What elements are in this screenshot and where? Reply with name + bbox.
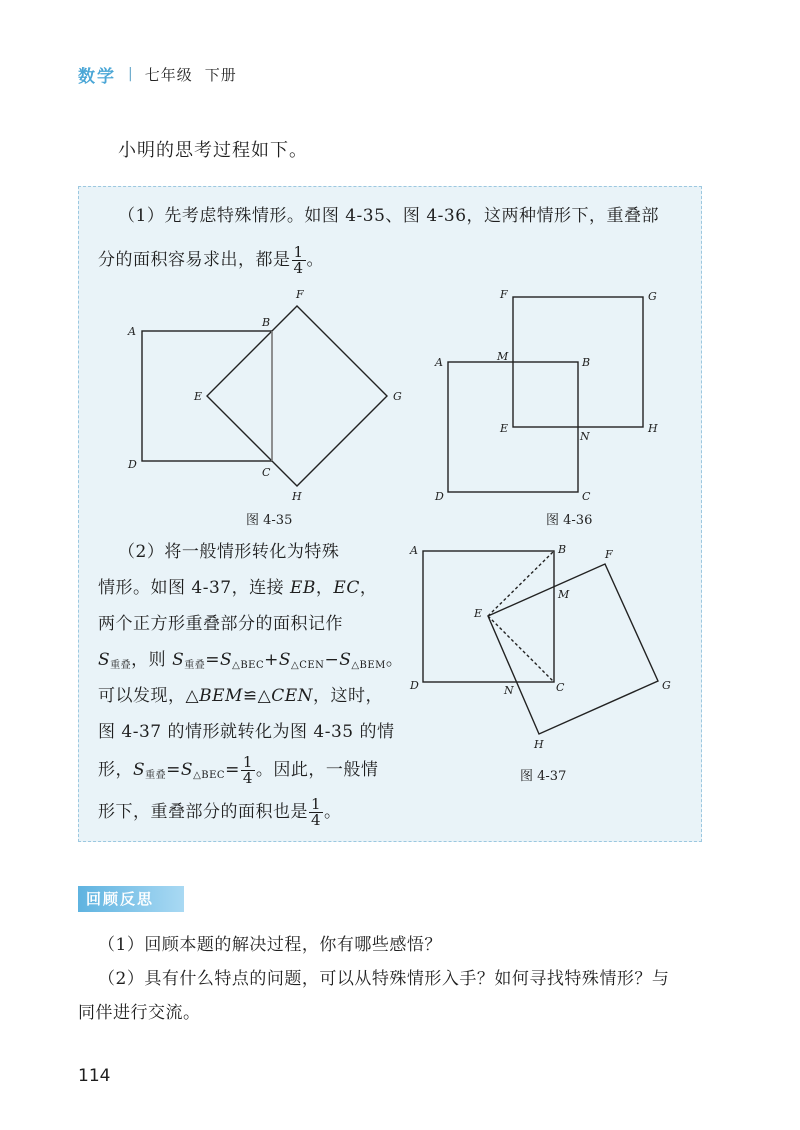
fig36-label-n: N (580, 430, 590, 443)
symbol-s: S (133, 760, 146, 780)
triangle-cen: △CEN (257, 686, 314, 706)
fig37-label-d: D (410, 679, 419, 692)
segment-eb-label: EB (290, 578, 316, 598)
fraction-one-quarter (241, 755, 255, 786)
fig36-label-d: D (435, 490, 444, 503)
fig37-segment-eb (488, 551, 554, 616)
symbol-s: S (339, 650, 352, 670)
step2-line7 (98, 752, 378, 794)
equals-sign: = (166, 760, 181, 780)
fig37-square-efgh (488, 564, 658, 734)
fig36-label-a: A (435, 356, 443, 369)
frac-denominator: 4 (311, 811, 322, 829)
fig37-label-n: N (504, 684, 514, 697)
symbol-s: S (172, 650, 185, 670)
step2-comma: ， (315, 578, 334, 598)
sub-overlap: 重叠 (184, 660, 206, 671)
symbol-s: S (278, 650, 292, 670)
equals-sign: = (205, 650, 220, 670)
step2-line4-mid: ，则 (131, 650, 173, 670)
fig36-label-b: B (582, 356, 591, 369)
sub-overlap: 重叠 (110, 660, 132, 671)
step2-line8-a: 形下，重叠部分的面积也是 (98, 802, 308, 822)
sub-overlap: 重叠 (145, 770, 167, 781)
reflect-question-1: （1）回顾本题的解决过程，你有哪些感悟？ (98, 935, 442, 955)
step1-line2-prefix: 分的面积容易求出，都是 (98, 250, 291, 270)
sub-cen: △CEN (291, 660, 325, 671)
fig37-caption: 图 4-37 (520, 769, 567, 784)
sub-bem: △BEM (351, 660, 386, 671)
fig37-label-m: M (558, 588, 570, 601)
reflect-badge: 回顾反思 (78, 886, 184, 912)
symbol-s: S (98, 650, 111, 670)
symbol-s: S (180, 760, 194, 780)
fig35-label-a: A (128, 325, 136, 338)
fig35-label-e: E (194, 390, 203, 403)
header-subject: 数学 (78, 66, 116, 87)
fig37-label-h: H (534, 738, 544, 751)
equals-sign: = (225, 760, 240, 780)
period: 。 (385, 650, 404, 670)
fig35-caption: 图 4-35 (246, 513, 293, 528)
fig35-square-efgh (207, 306, 387, 486)
fig36-label-g: G (648, 290, 657, 303)
sub-bec: △BEC (193, 770, 226, 781)
fig36-label-c: C (582, 490, 591, 503)
step2-line2-b: ， (359, 578, 378, 598)
fig37-label-f: F (605, 548, 613, 561)
fig35-label-b: B (262, 316, 271, 329)
step2-line7-b: 。因此，一般情 (255, 760, 379, 780)
step2-line6: 图 4-37 的情形就转化为图 4-35 的情 (98, 722, 395, 742)
triangle-bem: △BEM (185, 686, 243, 706)
step2-line1: （2）将一般情形转化为特殊 (118, 542, 340, 562)
fig35-label-f: F (296, 288, 304, 301)
fraction-one-quarter (309, 797, 323, 828)
minus-sign: − (324, 650, 340, 670)
step2-line2-a: 情形。如图 4-37，连接 (98, 578, 290, 598)
frac-numerator: 1 (242, 753, 253, 771)
fig37-label-c: C (556, 681, 565, 694)
header-separator: | (128, 66, 133, 82)
symbol-s: S (219, 650, 233, 670)
step2-line5 (98, 678, 383, 714)
fig36-caption: 图 4-36 (546, 513, 593, 528)
fig36-label-e: E (500, 422, 509, 435)
fig35-label-c: C (262, 466, 271, 479)
fig36-label-f: F (500, 288, 508, 301)
header-grade: 七年级 (144, 65, 193, 84)
sub-bec: △BEC (232, 660, 265, 671)
reflect-question-2-line2: 同伴进行交流。 (78, 1003, 201, 1023)
step1-line1: （1）先考虑特殊情形。如图 4-35、图 4-36，这两种情形下，重叠部 (118, 206, 660, 226)
fig35-label-d: D (128, 458, 137, 471)
frac-denominator: 4 (242, 769, 253, 787)
fig37-label-b: B (558, 543, 567, 556)
fig37-label-e: E (474, 607, 483, 620)
frac-numerator: 1 (293, 243, 304, 261)
fig36-label-h: H (648, 422, 658, 435)
step2-line5-b: ，这时， (313, 686, 384, 706)
intro-text: 小明的思考过程如下。 (118, 140, 308, 161)
fig35-label-g: G (393, 390, 402, 403)
step1-line2-suffix: 。 (306, 250, 325, 270)
step2-line3: 两个正方形重叠部分的面积记作 (98, 614, 343, 634)
fig37-label-g: G (662, 679, 671, 692)
segment-ec-label: EC (333, 578, 360, 598)
plus-sign: + (264, 650, 279, 670)
fig36-label-m: M (497, 350, 509, 363)
congruent-sign: ≌ (242, 686, 258, 706)
frac-numerator: 1 (311, 795, 322, 813)
frac-denominator: 4 (293, 259, 304, 277)
fig35-label-h: H (292, 490, 302, 503)
step2-line2 (98, 570, 377, 606)
step2-line5-a: 可以发现， (98, 686, 186, 706)
step2-line8-b: 。 (324, 802, 342, 822)
fig37-label-a: A (410, 544, 418, 557)
reflect-question-2-line1: （2）具有什么特点的问题，可以从特殊情形入手？如何寻找特殊情形？与 (98, 969, 670, 989)
page-number: 114 (78, 1066, 111, 1086)
fig37-segment-ec (488, 616, 554, 682)
header-volume: 下册 (204, 65, 237, 84)
step2-line8 (98, 794, 342, 830)
step2-line7-a: 形， (98, 760, 133, 780)
